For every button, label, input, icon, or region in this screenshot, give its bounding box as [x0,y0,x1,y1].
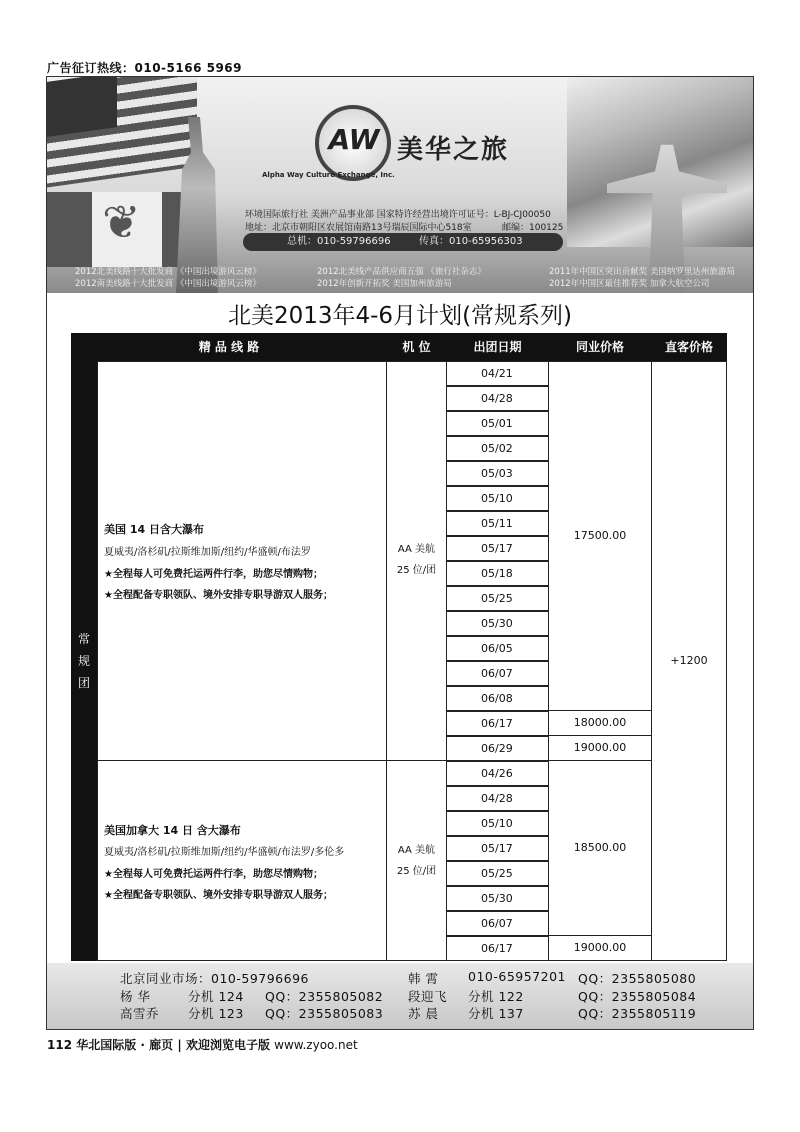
date-cell: 05/30 [446,611,549,636]
page-number: 112 [47,1038,73,1052]
banner-fax: 传真：010-65956303 [419,236,523,247]
ad-hotline: 广告征订热线：010-5166 5969 [47,61,243,75]
contact-qq: QQ：2355805084 [578,989,697,1004]
date-cell: 05/25 [446,586,549,611]
date-cell: 06/07 [446,911,549,936]
footer-slogan: 欢迎浏览电子版 [185,1038,270,1052]
date-cell: 06/17 [446,711,549,736]
us-flag-canton [47,77,117,137]
group1-route-cell [97,361,387,761]
group2-route-name: 美国加拿大 14 日 含大瀑布 [104,824,241,837]
date-cell: 05/30 [446,886,549,911]
group1-airline: AA 美航 [397,544,436,555]
date-cell: 06/07 [446,661,549,686]
date-cell: 05/11 [446,511,549,536]
header-flight: 机 位 [387,333,446,361]
award-4: 2012年创新开拓奖 美国加州旅游局 [317,279,452,289]
group1-price-0629: 19000.00 [573,741,627,754]
group1-route-cities: 夏威夷/洛杉矶/拉斯维加斯/纽约/华盛顿/布法罗 [104,547,311,558]
group1-note-luggage: ★全程每人可免费托运两件行李，助您尽情购物； [104,569,323,580]
logo-chinese: 美华之旅 [397,135,510,165]
date-cell: 05/25 [446,861,549,886]
footer-url: www.zyoo.net [274,1038,358,1052]
contact-ext: 分机 123 [188,1006,244,1021]
group1-price-main: 17500.00 [573,529,627,542]
contact-name: 韩 霄 [408,971,439,986]
contact-name: 苏 晨 [408,1006,439,1021]
contact-qq: QQ：2355805082 [265,989,384,1004]
date-cell: 05/03 [446,461,549,486]
award-1: 2012北美线路十大批发商 《中国出境游风云榜》 [75,267,261,277]
group2-flight [387,840,446,882]
contact-name: 高雪乔 [120,1006,160,1021]
banner-address: 地址：北京市朝阳区农展馆南路13号瑞辰国际中心518室 [245,223,472,233]
group2-note-luggage: ★全程每人可免费托运两件行李，助您尽情购物； [104,869,323,880]
date-cell: 06/17 [446,936,549,961]
banner-phone: 总机：010-59796696 [287,236,391,247]
contact-name: 段迎飞 [408,989,448,1004]
logo-english: Alpha Way Culture Exchange, Inc. [262,171,395,179]
banner-license: 环境国际旅行社 美洲产品事业部 国家特许经营出境许可证号：L-BJ-CJ00050 [245,210,551,220]
group2-route-cell [97,760,387,961]
date-cell: 05/10 [446,486,549,511]
group1-note-guide: ★全程配备专职领队、境外安排专职导游双人服务； [104,590,333,601]
award-3: 2012北美线产品供应商五强 《旅行社杂志》 [317,267,486,277]
award-2: 2012南美线路十大批发商 《中国出境游风云榜》 [75,279,261,289]
date-cell: 06/05 [446,636,549,661]
logo-mark: AW [328,123,380,156]
header-trade-price: 同业价格 [549,333,651,361]
section-name: 华北国际版 · 廊页 [76,1038,174,1052]
side-label: 常 规 团 [77,632,90,690]
banner-contact-pill [243,233,563,251]
date-cell: 06/29 [446,736,549,761]
date-cell: 05/18 [446,561,549,586]
date-cell: 05/02 [446,436,549,461]
group2-note-guide: ★全程配备专职领队、境外安排专职导游双人服务； [104,890,333,901]
footer-separator: | [177,1038,182,1052]
date-cell: 04/26 [446,761,549,786]
group1-price-0617: 18000.00 [573,716,627,729]
page-title: 北美2013年4-6月计划(常规系列) [227,303,573,329]
contact-name: 杨 华 [120,989,151,1004]
banner [47,77,753,293]
contact-phone: 010-65957201 [468,969,566,984]
date-cell: 04/28 [446,386,549,411]
maple-leaf-icon: ❦ [102,195,141,249]
banner-postcode: 邮编：100125 [502,223,564,233]
award-6: 2012年中国区最佳推荐奖 加拿大航空公司 [549,279,710,289]
header-date: 出团日期 [446,333,549,361]
contact-qq: QQ：2355805119 [578,1006,697,1021]
date-cell: 06/08 [446,686,549,711]
contact-market: 北京同业市场：010-59796696 [120,971,309,986]
page-footer [47,1036,358,1053]
group2-airline: AA 美航 [397,845,436,856]
date-cell: 05/10 [446,811,549,836]
date-cell: 04/21 [446,361,549,386]
contact-qq: QQ：2355805083 [265,1006,384,1021]
date-cell: 05/01 [446,411,549,436]
group2-price-main: 18500.00 [573,841,627,854]
date-cell: 05/17 [446,536,549,561]
date-cell: 05/17 [446,836,549,861]
group2-route-cities: 夏威夷/洛杉矶/拉斯维加斯/纽约/华盛顿/布法罗/多伦多 [104,847,345,858]
group1-seats: 25 位/团 [396,565,437,576]
contact-ext: 分机 122 [468,989,524,1004]
date-cell: 04/28 [446,786,549,811]
award-5: 2011年中国区突出贡献奖 美国纳罗里达州旅游局 [549,267,735,277]
group1-route-name: 美国 14 日含大瀑布 [104,523,204,536]
header-route: 精 品 线 路 [71,333,387,361]
header-retail-price: 直客价格 [651,333,727,361]
group2-seats: 25 位/团 [396,866,437,877]
group1-flight [387,539,446,581]
contact-ext: 分机 137 [468,1006,524,1021]
retail-price: +1200 [670,654,708,667]
contact-ext: 分机 124 [188,989,244,1004]
contact-qq: QQ：2355805080 [578,971,697,986]
group2-price-0617: 19000.00 [573,941,627,954]
